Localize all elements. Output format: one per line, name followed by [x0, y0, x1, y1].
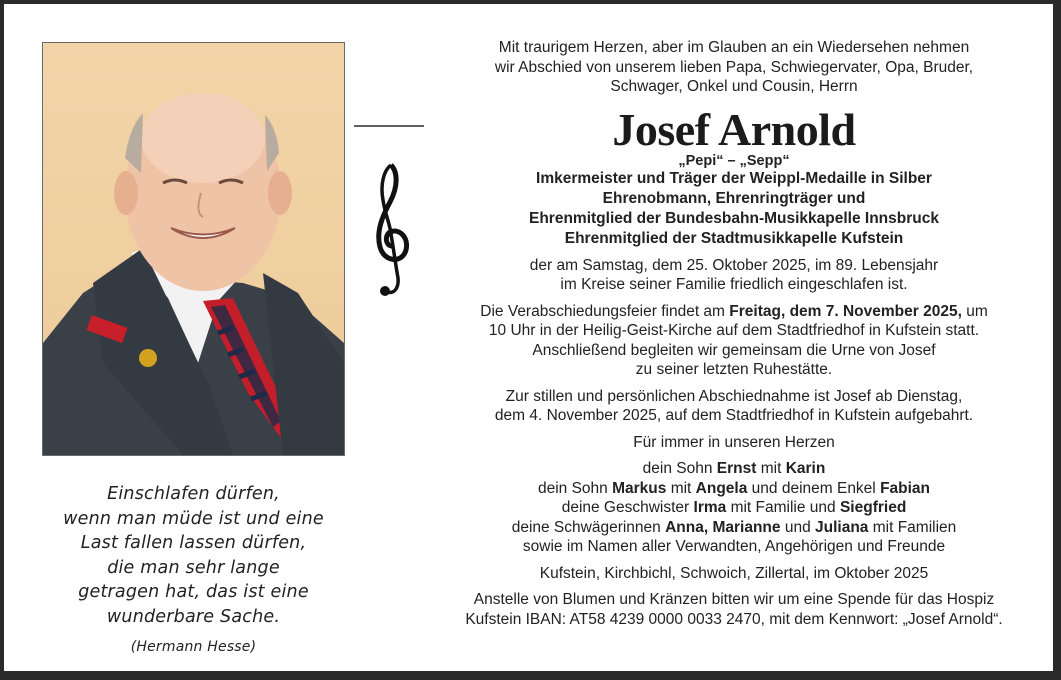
poem-author: (Hermann Hesse): [130, 639, 257, 655]
ceremony-info: [429, 302, 1039, 380]
poem-line: getragen hat, das ist eine: [78, 582, 309, 602]
family-line: deine Schwägerinnen Anna, Marianne und Juliana mit Familien: [511, 518, 957, 536]
family-line: deine Geschwister Irma mit Familie und Siegfried: [561, 499, 907, 516]
donation-line: Kufstein IBAN: AT58 4239 0000 0033 2470, mit dem Kennwort: „Josef Arnold“.: [465, 610, 1003, 628]
viewing-line: Zur stillen und persönlichen Abschiednahme ist Josef ab Dienstag,: [505, 387, 963, 405]
honors: [429, 169, 1039, 249]
ceremony-line: Anschließend begleiten wir gemeinsam die Urne von Josef: [532, 341, 936, 359]
poem-line: Last fallen lassen dürfen,: [80, 533, 307, 553]
obituary-notice: [4, 4, 1053, 671]
honor-line: Ehrenmitglied der Stadtmusikkapelle Kufstein: [564, 229, 904, 247]
ceremony-line: 10 Uhr in der Heilig-Geist-Kirche auf dem Stadtfriedhof in Kufstein statt.: [488, 322, 980, 339]
honor-line: Imkermeister und Träger der Weippl-Medaille in Silber: [536, 169, 932, 187]
nickname: „Pepi“ – „Sepp“: [678, 152, 790, 169]
viewing-line: dem 4. November 2025, auf dem Stadtfriedhof in Kufstein aufgebahrt.: [494, 407, 974, 424]
places: Kufstein, Kirchbichl, Schwoich, Zillertal, im Oktober 2025: [539, 564, 929, 582]
ceremony-line: Die Verabschiedungsfeier findet am Freitag, dem 7. November 2025, um: [480, 302, 988, 320]
intro-line: Mit traurigem Herzen, aber im Glauben an ein Wiedersehen nehmen: [498, 39, 970, 56]
donation-line: Anstelle von Blumen und Kränzen bitten wir um eine Spende für das Hospiz: [473, 591, 995, 608]
intro-line: Schwager, Onkel und Cousin, Herrn: [610, 78, 858, 95]
donation-info: [429, 590, 1039, 629]
notice-text: [429, 38, 1039, 629]
intro: [429, 38, 1039, 97]
treble-clef-icon: [379, 165, 407, 296]
poem-line: Einschlafen dürfen,: [107, 484, 280, 504]
poem-line: die man sehr lange: [107, 557, 280, 578]
honor-line: Ehrenmitglied der Bundesbahn-Musikkapelle Innsbruck: [529, 209, 939, 227]
poem-line: wunderbare Sache.: [106, 606, 281, 627]
viewing-info: [429, 387, 1039, 426]
death-line: der am Samstag, dem 25. Oktober 2025, im 89. Lebensjahr: [529, 256, 939, 274]
forever-line: Für immer in unseren Herzen: [633, 433, 835, 451]
family-line: sowie im Namen aller Verwandten, Angehörigen und Freunde: [522, 538, 946, 555]
death-line: im Kreise seiner Familie friedlich eingeschlafen ist.: [560, 276, 908, 293]
intro-line: wir Abschied von unserem lieben Papa, Schwiegervater, Opa, Bruder,: [494, 58, 974, 76]
ceremony-line: zu seiner letzten Ruhestätte.: [635, 361, 833, 378]
family-line: dein Sohn Markus mit Angela und deinem Enkel Fabian: [537, 479, 931, 497]
cross-with-clef: [354, 42, 424, 382]
family-line: dein Sohn Ernst mit Karin: [642, 460, 826, 477]
poem: [42, 482, 345, 660]
family-list: [429, 459, 1039, 557]
poem-line: wenn man müde ist und eine: [63, 508, 324, 529]
honor-line: Ehrenobmann, Ehrenringträger und: [602, 189, 866, 207]
deceased-name: Josef Arnold: [612, 103, 856, 155]
cross-icon: [354, 42, 424, 377]
death-info: [429, 256, 1039, 295]
portrait-photo: [42, 42, 345, 456]
